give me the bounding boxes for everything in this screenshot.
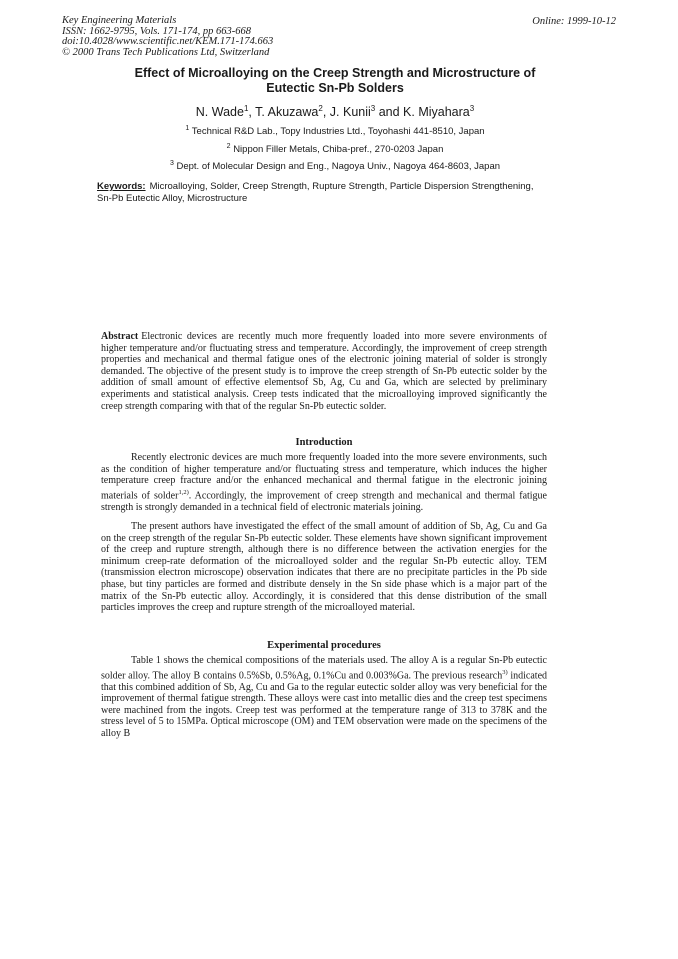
- citation-marker: 3): [502, 668, 508, 676]
- affiliation-text: Dept. of Molecular Design and Eng., Nagoya Univ., Nagoya 464-8603, Japan: [176, 161, 501, 173]
- author-affiliation-marker: 3: [370, 104, 376, 113]
- affiliation-text: Technical R&D Lab., Topy Industries Ltd., Toyohashi 441-8510, Japan: [191, 126, 485, 138]
- paper-title: [80, 66, 590, 96]
- issn-line: ISSN: 1662-9795, Vols. 171-174, pp 663-668: [62, 25, 251, 37]
- title-line-1: Effect of Microalloying on the Creep Strength and Microstructure of: [134, 66, 536, 80]
- author-name: J. Kunii: [329, 105, 371, 120]
- author-affiliation-marker: 3: [469, 104, 475, 113]
- affiliation-marker: 1: [185, 125, 190, 132]
- introduction-paragraph-1: [101, 452, 547, 513]
- paragraph-text: Recently electronic devices are much more frequently loaded into the more severe environments, such as the condition of higher temperature and/or fluctuating stress and temperature, which induces the higher temperature creep fracture and/or the enhanced mechanical and thermal fatigue in the electronic joining materials of solder: [101, 452, 547, 502]
- paragraph-text: Table 1 shows the chemical compositions of the materials used. The alloy A is a regular Sn-Pb eutectic solder alloy. The alloy B contains 0.5%Sb, 0.5%Ag, 0.1%Cu and 0.003%Ga. The previous research: [101, 655, 547, 681]
- author-separator: ,: [248, 105, 256, 120]
- affiliation-3: [80, 160, 590, 172]
- paragraph-text: . Accordingly, the improvement of creep strength and mechanical and thermal fatigue strength is strongly demanded in a technical field of electronic materials joining.: [101, 490, 547, 513]
- affiliation-marker: 2: [226, 143, 231, 150]
- author-separator: and: [375, 105, 404, 120]
- paragraph-text: indicated that this combined addition of Sb, Ag, Cu and Ga to the regular eutectic solder alloy was very beneficial for the improvement of thermal fatigue strength. These alloys were cast into metallic dies and the creep test specimens were machined from the ingots. Creep test was performed at the temperature range of 313 to 378K and the stress level of 5 to 15MPa. Optical microscope (OM) and TEM observation were made on the specimens of the alloy B: [101, 669, 548, 739]
- publication-info: [62, 16, 273, 58]
- author-affiliation-marker: 1: [243, 104, 249, 113]
- journal-name: Key Engineering Materials: [62, 15, 177, 26]
- author-list: [80, 104, 590, 119]
- affiliation-2: [80, 143, 590, 155]
- copyright-line: © 2000 Trans Tech Publications Ltd, Switzerland: [62, 46, 270, 58]
- keywords-text: Microalloying, Solder, Creep Strength, Rupture Strength, Particle Dispersion Strengthening, Sn-Pb Eutectic Alloy, Microstructure: [97, 181, 534, 204]
- paragraph-text: The present authors have investigated the effect of the small amount of addition of Sb, Ag, Cu and Ga on the creep strength of the regular Sn-Pb eutectic solder. These elements have shown significant improvement of the creep and rupture strength, although there is no difference between the activation energies for the minimum creep-rate deformation of the microalloyed solder and the regular Sn-Pb eutectic alloy. TEM (transmission electron microscope) observation indicates that there are no precipitate particles in the Pb side phase, but tiny particles are formed and distribute densely in the Sn side phase which is a major part of the matrix of the Sn-Pb eutectic alloy. Accordingly, it is considered that this dense distribution of the small particles improves the creep and rupture strength of the microalloyed material.: [101, 521, 547, 614]
- author-separator: ,: [322, 105, 330, 120]
- abstract-label: Abstract: [101, 331, 139, 342]
- affiliation-text: Nippon Filler Metals, Chiba-pref., 270-0203 Japan: [233, 144, 444, 156]
- experimental-heading: Experimental procedures: [267, 640, 381, 651]
- citation-marker: 1,2): [178, 488, 189, 496]
- affiliation-1: [80, 125, 590, 137]
- author-affiliation-marker: 2: [318, 104, 323, 113]
- title-line-2: Eutectic Sn-Pb Solders: [266, 81, 404, 95]
- introduction-heading: Introduction: [295, 437, 353, 448]
- online-date: Online: 1999-10-12: [532, 16, 616, 27]
- keywords-label: Keywords:: [97, 181, 146, 192]
- author-name: N. Wade: [195, 105, 244, 120]
- author-name: K. Miyahara: [403, 105, 470, 120]
- doi-line: doi:10.4028/www.scientific.net/KEM.171-174.663: [62, 36, 274, 48]
- affiliation-marker: 3: [169, 160, 174, 167]
- keywords: [97, 181, 547, 205]
- abstract-text: Electronic devices are recently much more frequently loaded into more severe environments of higher temperature and/or fluctuating stress and temperature. Accordingly, the improvement of creep strength properties and mechanical and thermal fatigue ones of the electronic joining material of solder is strongly demanded. The objective of the present study is to improve the creep strength of Sn-Pb eutectic solder by the addition of small amount of effective elementsof Sb, Ag, Cu and Ga, which are selected by preliminary experiments and statistical analysis. Creep tests indicated that the microalloying improved significantly the creep strength comparing with that of the regular Sn-Pb eutectic solder.: [101, 331, 547, 412]
- experimental-paragraph-1: [101, 655, 547, 739]
- abstract: [101, 331, 547, 412]
- introduction-paragraph-2: [101, 521, 547, 614]
- author-name: T. Akuzawa: [255, 105, 319, 120]
